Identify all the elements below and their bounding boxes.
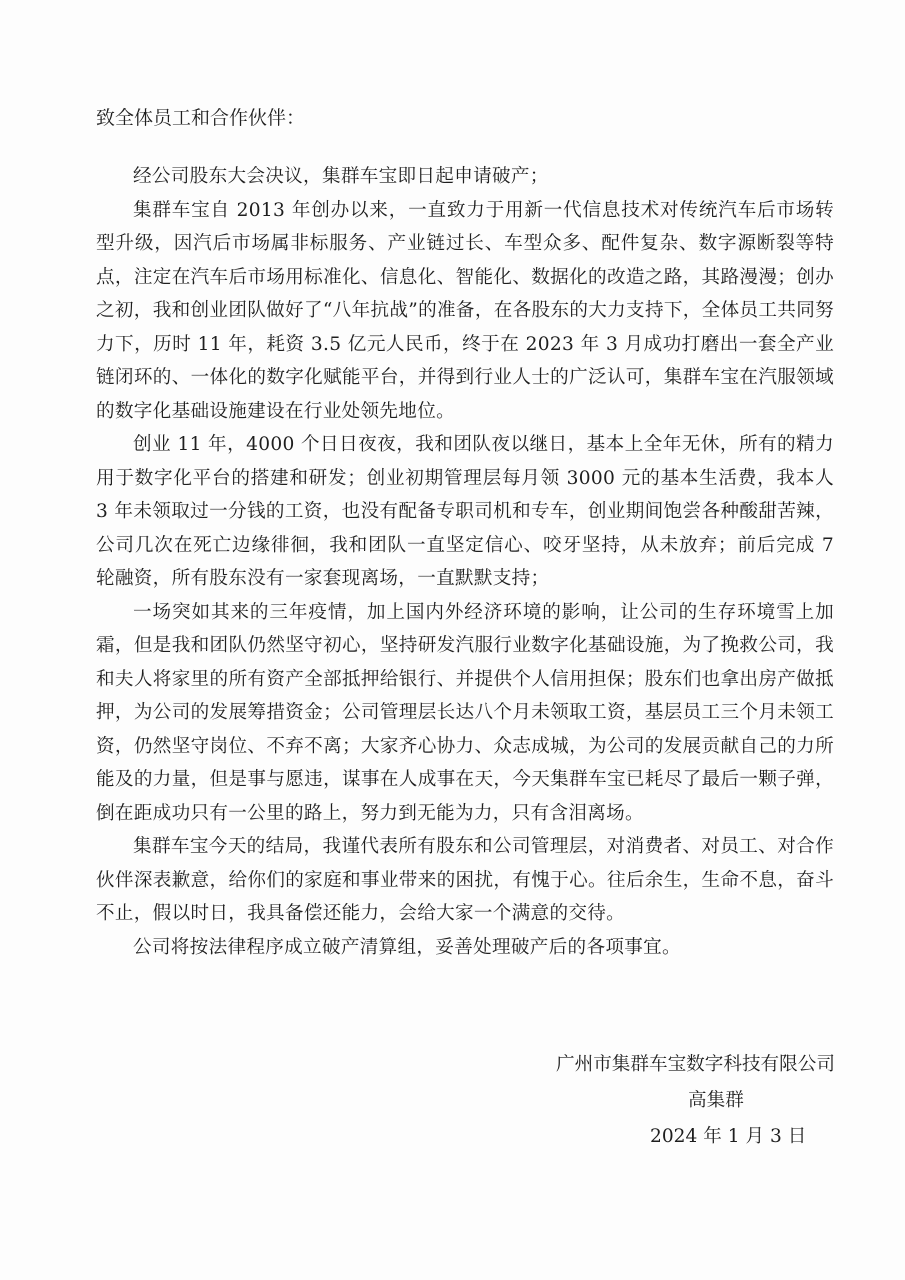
signature-date: 2024 年 1 月 3 日 [650,1126,807,1147]
letter-body [96,104,834,964]
paragraph-history: 集群车宝自 2013 年创办以来，一直致力于用新一代信息技术对传统汽车后市场转型升级，因汽后市场属非标服务、产业链过长、车型众多、配件复杂、数字源断裂等特点，注定在汽车后市场用标准化、信息化、智能化、数据化的改造之路，其路漫漫；创办之初，我和创业团队做好了“八年抗战”的准备，在各股东的大力支持下，全体员工共同努力下，历时 11 年，耗资 3.5 亿元人民币，终于在 2023 年 3 月成功打磨出一套全产业链闭环的、一体化的数字化赋能平台，并得到行业人士的广泛认可，集群车宝在汽服领域的数字化基础设施建设在行业处领先地位。 [96,199,834,422]
signature-name: 高集群 [688,1090,744,1111]
paragraph-liquidation: 公司将按法律程序成立破产清算组，妥善处理破产后的各项事宜。 [133,936,681,958]
paragraph-pandemic: 一场突如其来的三年疫情，加上国内外经济环境的影响，让公司的生存环境雪上加霜，但是我和团队仍然坚守初心，坚持研发汽服行业数字化基础设施，为了挽救公司，我和夫人将家里的所有资产全部抵押给银行、并提供个人信用担保；股东们也拿出房产做抵押，为公司的发展筹措资金；公司管理层长达八个月未领取工资，基层员工三个月未领工资，仍然坚守岗位、不弃不离；大家齐心协力、众志成城，为公司的发展贡献自己的力所能及的力量，但是事与愿违，谋事在人成事在天，今天集群车宝已耗尽了最后一颗子弹，倒在距成功只有一公里的路上，努力到无能为力，只有含泪离场。 [96,601,834,824]
paragraph-apology: 集群车宝今天的结局，我谨代表所有股东和公司管理层，对消费者、对员工、对合作伙伴深表歉意，给你们的家庭和事业带来的困扰，有愧于心。往后余生，生命不息，奋斗不止，假以时日，我具备偿还能力，会给大家一个满意的交待。 [96,836,834,924]
paragraph-resolution: 经公司股东大会决议，集群车宝即日起申请破产； [133,166,549,187]
salutation: 致全体员工和合作伙伴： [96,107,306,129]
paragraph-effort: 创业 11 年，4000 个日日夜夜，我和团队夜以继日，基本上全年无休，所有的精力用于数字化平台的搭建和研发；创业初期管理层每月领 3000 元的基本生活费，我本人 3 年未领取过一分钱的工资，也没有配备专职司机和专车，创业期间饱尝各种酸甜苦辣，公司几次在死亡边缘徘徊，我和团队一直坚定信心、咬牙坚持，从未放弃；前后完成 7 轮融资，所有股东没有一家套现离场，一直默默支持； [96,434,834,589]
signature-company: 广州市集群车宝数字科技有限公司 [556,1054,835,1075]
